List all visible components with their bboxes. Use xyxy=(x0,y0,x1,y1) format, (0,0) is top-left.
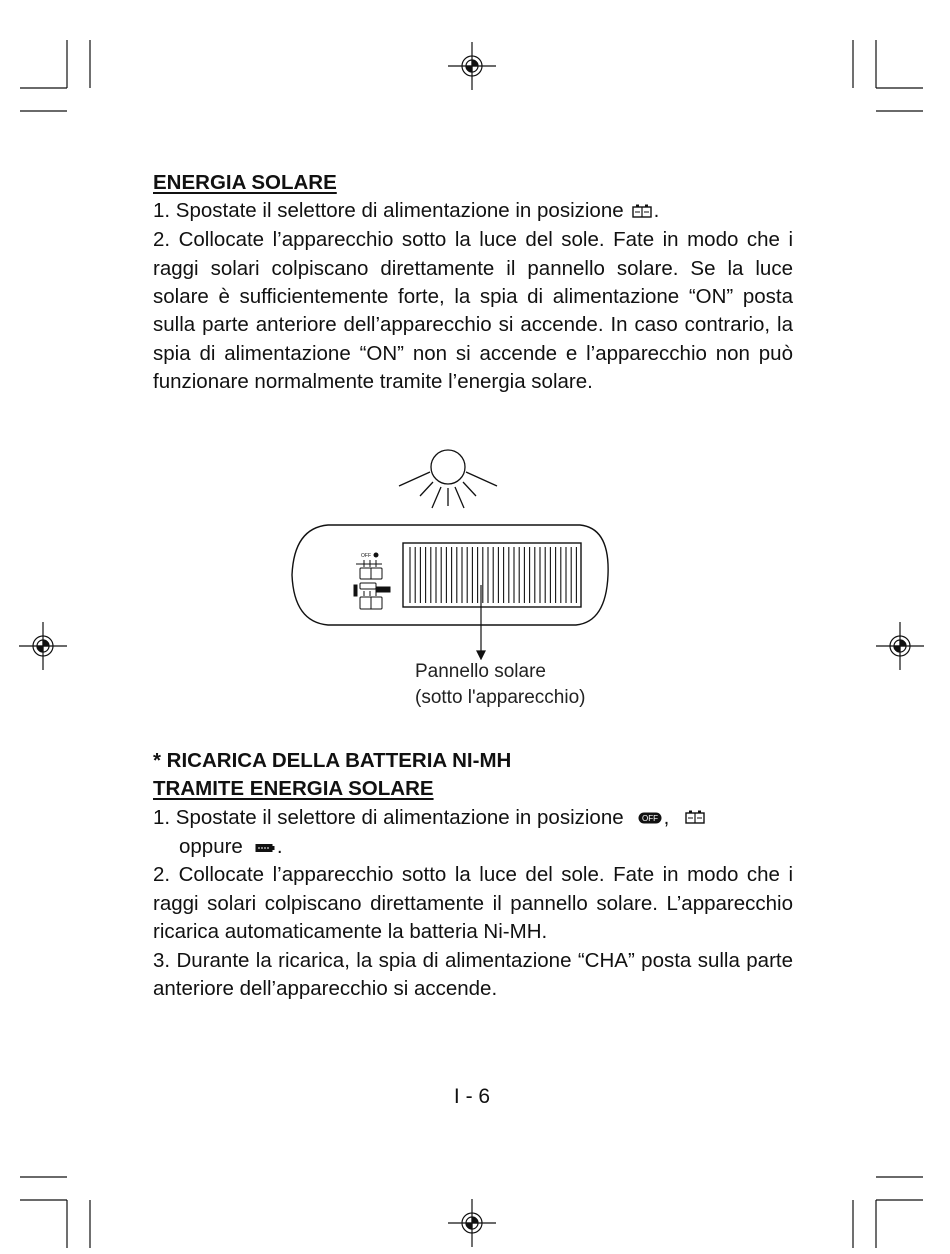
off-position-icon xyxy=(638,804,662,832)
solar-panel xyxy=(403,543,581,607)
step-1-end: . xyxy=(276,834,283,858)
page-number: I - 6 xyxy=(453,1085,491,1108)
battery-pack-icon xyxy=(685,804,705,832)
step-2: 2. Collocate l’apparecchio sotto la luce del sole. Fate in modo che i raggi solari colpiscano direttamente il pannello solare. Se la luce solare è sufficientemente forte, la spia di alimentazione “ON” posta sulla parte anteriore dell’apparecchio si accende. In caso contrario, la spia di alimentazione “ON” non si accende e l’apparecchio non può funzionare normalmente tramite l’energia solare. xyxy=(153,228,793,394)
step-1-comma: , xyxy=(663,805,670,829)
step-1-text: 1. Spostate il selettore di alimentazione in posizione xyxy=(153,199,624,223)
svg-text:OFF: OFF xyxy=(641,814,658,824)
step-3: 3. Durante la ricarica, la spia di alimentazione “CHA” posta sulla parte anteriore dell’apparecchio si accende. xyxy=(153,948,793,1000)
section-heading: ENERGIA SOLARE xyxy=(153,171,337,194)
step-1-text: 1. Spostate il selettore di alimentazione in posizione xyxy=(153,805,624,829)
step-2: 2. Collocate l’apparecchio sotto la luce del sole. Fate in modo che i raggi solari colpiscano direttamente il pannello solare. L’apparecchio ricarica automaticamente la batteria Ni-MH. xyxy=(153,863,793,944)
sun-icon xyxy=(399,450,497,508)
caption-line-1: Pannello solare xyxy=(415,661,546,682)
step-1-end: . xyxy=(653,199,660,223)
caption-line-2: (sotto l'apparecchio) xyxy=(415,687,586,708)
section-solar-energy xyxy=(153,169,793,397)
step-1 xyxy=(153,804,793,833)
step-1-continuation xyxy=(153,833,793,862)
step-1 xyxy=(153,197,793,226)
rechargeable-battery-icon xyxy=(255,833,275,861)
diagram-caption xyxy=(415,659,586,711)
solar-panel-diagram xyxy=(280,440,620,660)
power-switch-icon xyxy=(354,553,390,610)
section-heading-line-1: * RICARICA DELLA BATTERIA NI-MH xyxy=(153,749,512,772)
step-1-cont-text: oppure xyxy=(179,834,243,858)
section-solar-charging xyxy=(153,747,793,1003)
pointer-arrow xyxy=(477,585,485,659)
svg-text:OFF: OFF xyxy=(361,553,371,559)
battery-pack-icon xyxy=(632,198,652,226)
section-heading-line-2: TRAMITE ENERGIA SOLARE xyxy=(153,777,434,801)
